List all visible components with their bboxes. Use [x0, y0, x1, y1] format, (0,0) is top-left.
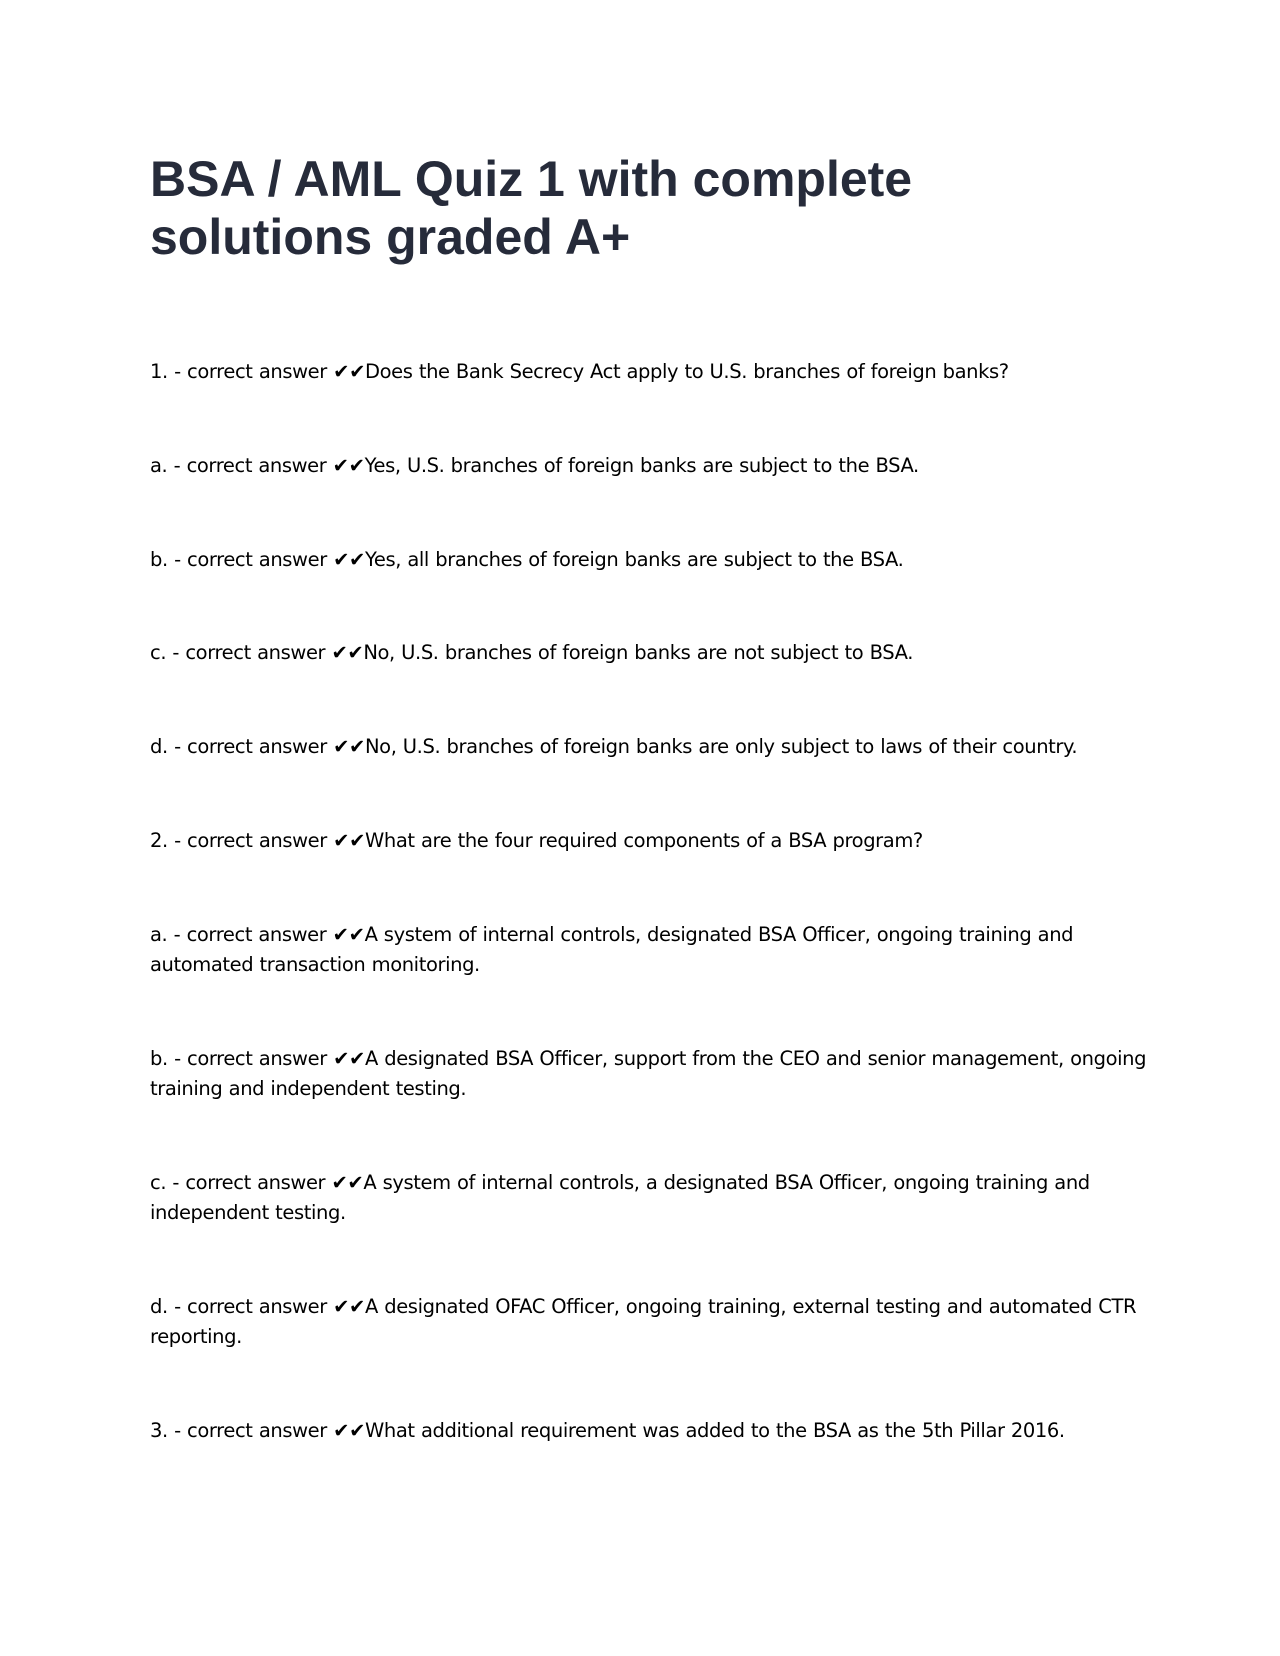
question-2: 2. - correct answer ✔✔What are the four required components of a BSA program?	[150, 829, 923, 852]
question-1-option-a: a. - correct answer ✔✔Yes, U.S. branches of foreign banks are subject to the BSA.	[150, 454, 919, 477]
question-1-option-d: d. - correct answer ✔✔No, U.S. branches of foreign banks are only subject to laws of their country.	[150, 735, 1078, 758]
question-2-option-d: d. - correct answer ✔✔A designated OFAC Officer, ongoing training, external testing and automated CTR reporting.	[150, 1295, 1137, 1348]
question-1: 1. - correct answer ✔✔Does the Bank Secrecy Act apply to U.S. branches of foreign banks?	[150, 360, 1009, 383]
question-2-option-b: b. - correct answer ✔✔A designated BSA Officer, support from the CEO and senior management, ongoing training and independent testing.	[150, 1047, 1147, 1100]
question-3: 3. - correct answer ✔✔What additional requirement was added to the BSA as the 5th Pillar 2016.	[150, 1419, 1065, 1442]
document-title: BSA / AML Quiz 1 with complete solutions graded A+	[150, 151, 913, 265]
question-2-option-a: a. - correct answer ✔✔A system of internal controls, designated BSA Officer, ongoing training and automated transaction monitoring.	[150, 923, 1074, 976]
question-2-option-c: c. - correct answer ✔✔A system of internal controls, a designated BSA Officer, ongoing training and independent testing.	[150, 1171, 1090, 1224]
question-1-option-b: b. - correct answer ✔✔Yes, all branches of foreign banks are subject to the BSA.	[150, 548, 904, 571]
question-1-option-c: c. - correct answer ✔✔No, U.S. branches of foreign banks are not subject to BSA.	[150, 641, 913, 664]
